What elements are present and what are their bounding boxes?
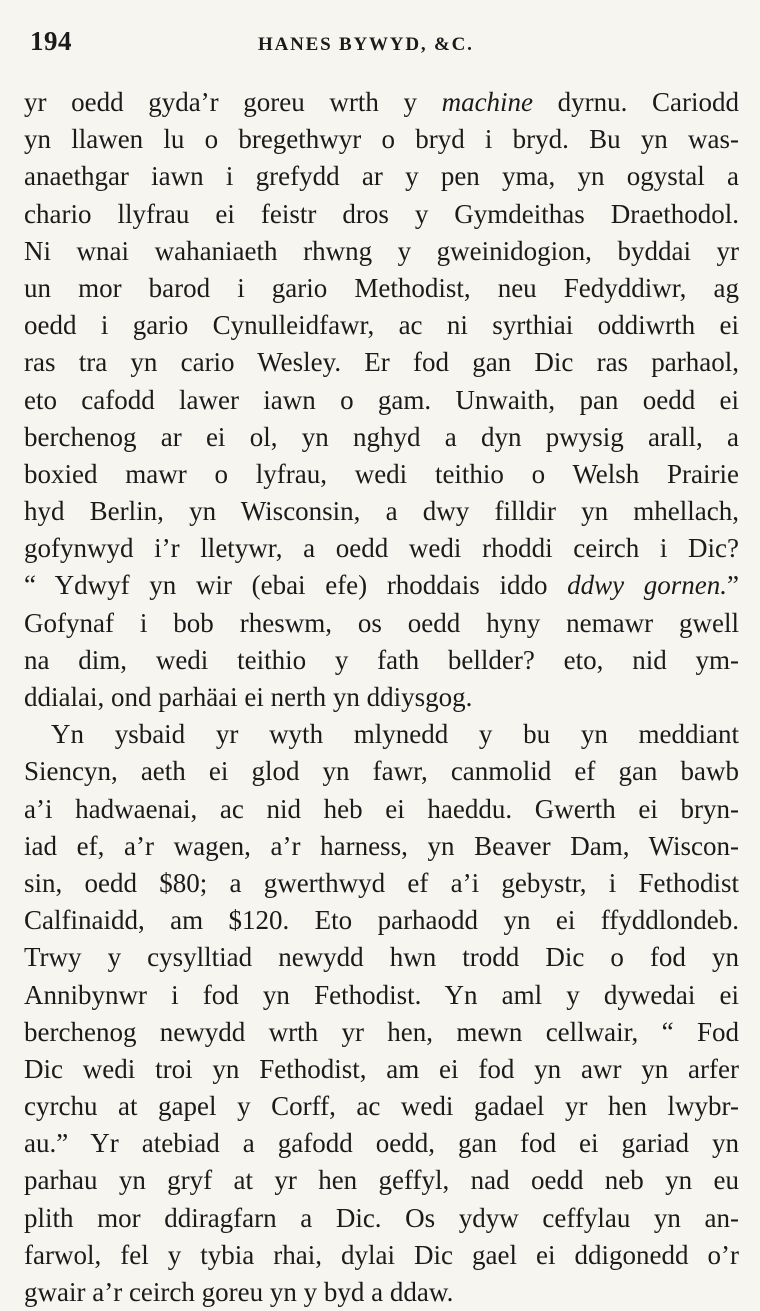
text-run: oedd i gario Cynulleidfawr, ac ni syrthiai oddiwrth ei — [24, 310, 739, 341]
text-line — [24, 567, 739, 604]
text-line — [24, 642, 739, 679]
text-run: a’i hadwaenai, ac nid heb ei haeddu. Gwerth ei bryn- — [24, 793, 739, 824]
text-run: gofynwyd i’r lletywr, a oedd wedi rhoddi ceirch i Dic? — [24, 533, 739, 564]
text-line — [24, 493, 739, 530]
text-run: farwol, fel y tybia rhai, dylai Dic gael ei ddigonedd o’r — [24, 1239, 739, 1270]
text-line — [24, 121, 739, 158]
text-run: hyd Berlin, yn Wisconsin, a dwy filldir yn mhellach, — [24, 496, 739, 527]
text-run: dyrnu. Cariodd — [533, 87, 739, 117]
text-line — [24, 456, 739, 493]
text-run: cyrchu at gapel y Corff, ac wedi gadael yr hen lwybr- — [24, 1091, 739, 1122]
text-run: un mor barod i gario Methodist, neu Fedyddiwr, ag — [24, 272, 739, 303]
text-line — [24, 270, 739, 307]
text-line — [24, 382, 739, 419]
italic-text-run: machine — [441, 87, 534, 117]
text-run: parhau yn gryf at yr hen geffyl, nad oedd neb yn eu — [24, 1165, 739, 1196]
text-line — [24, 530, 739, 567]
text-run: Calfinaidd, am $120. Eto parhaodd yn ei ffyddlondeb. — [24, 905, 739, 936]
text-line — [24, 605, 739, 642]
text-line — [24, 1051, 739, 1088]
text-run: Ni wnai wahaniaeth rhwng y gweinidogion, byddai yr — [24, 235, 739, 266]
text-run: berchenog newydd wrth yr hen, mewn cellwair, “ Fod — [24, 1016, 739, 1047]
text-line — [24, 865, 739, 902]
text-run: yr oedd gyda’r goreu wrth y — [24, 87, 442, 117]
text-run: berchenog ar ei ol, yn nghyd a dyn pwysig arall, a — [24, 421, 739, 452]
text-line — [24, 344, 739, 381]
text-run: Yn ysbaid yr wyth mlynedd y bu yn meddiant — [51, 719, 739, 750]
text-run: ddialai, ond parhäai ei nerth yn ddiysgog. — [24, 682, 473, 712]
italic-text-run: ddwy gornen. — [567, 570, 728, 601]
text-line — [24, 1162, 739, 1199]
text-line — [24, 1237, 739, 1274]
text-run: Trwy y cysylltiad newydd hwn trodd Dic o fod yn — [24, 942, 739, 973]
text-run: anaethgar iawn i grefydd ar y pen yma, yn ogystal a — [24, 161, 739, 192]
text-run: sin, oedd $80; a gwerthwyd ef a’i gebystr, i Fethodist — [24, 867, 739, 898]
text-run: gwair a’r ceirch goreu yn y byd a ddaw. — [24, 1277, 454, 1307]
text-line — [24, 791, 739, 828]
text-line — [24, 1125, 739, 1162]
text-run: eto cafodd lawer iawn o gam. Unwaith, pan oedd ei — [24, 384, 739, 415]
text-line — [24, 158, 739, 195]
text-line — [24, 196, 739, 233]
running-head: HANES BYWYD, &C. — [258, 34, 474, 55]
text-line — [24, 307, 739, 344]
text-run: Annibynwr i fod yn Fethodist. Yn aml y dywedai ei — [24, 979, 739, 1010]
text-line — [24, 716, 739, 753]
text-line — [24, 84, 739, 121]
page-number: 194 — [30, 26, 72, 56]
text-run: plith mor ddiragfarn a Dic. Os ydyw ceffylau yn an- — [24, 1202, 739, 1233]
text-run: ras tra yn cario Wesley. Er fod gan Dic ras parhaol, — [24, 347, 739, 378]
text-line — [24, 1088, 739, 1125]
text-line — [24, 1014, 739, 1051]
text-run: boxied mawr o lyfrau, wedi teithio o Welsh Prairie — [24, 458, 739, 489]
text-run: Siencyn, aeth ei glod yn fawr, canmolid ef gan bawb — [24, 756, 739, 787]
text-run: yn llawen lu o bregethwyr o bryd i bryd. Bu yn was- — [24, 124, 739, 155]
text-run: na dim, wedi teithio y fath bellder? eto, nid ym- — [24, 644, 739, 675]
text-line — [24, 977, 739, 1014]
text-line — [24, 1200, 739, 1237]
text-line — [24, 753, 739, 790]
text-run: au.” Yr atebiad a gafodd oedd, gan fod ei gariad yn — [24, 1128, 739, 1159]
text-line — [24, 419, 739, 456]
text-run: “ Ydwyf yn wir (ebai efe) rhoddais iddo — [24, 570, 568, 601]
text-line — [24, 902, 739, 939]
text-line — [24, 1274, 739, 1311]
text-run: Dic wedi troi yn Fethodist, am ei fod yn awr yn arfer — [24, 1053, 739, 1084]
text-run: ” — [727, 570, 740, 601]
text-run: iad ef, a’r wagen, a’r harness, yn Beaver Dam, Wiscon- — [24, 830, 739, 861]
text-line — [24, 939, 739, 976]
body-text — [24, 84, 739, 1311]
text-line — [24, 828, 739, 865]
text-run: Gofynaf i bob rheswm, os oedd hyny nemawr gwell — [24, 607, 739, 638]
text-line — [24, 233, 739, 270]
text-line — [24, 679, 739, 716]
page-header — [30, 26, 735, 70]
text-run: chario llyfrau ei feistr dros y Gymdeithas Draethodol. — [24, 198, 739, 229]
